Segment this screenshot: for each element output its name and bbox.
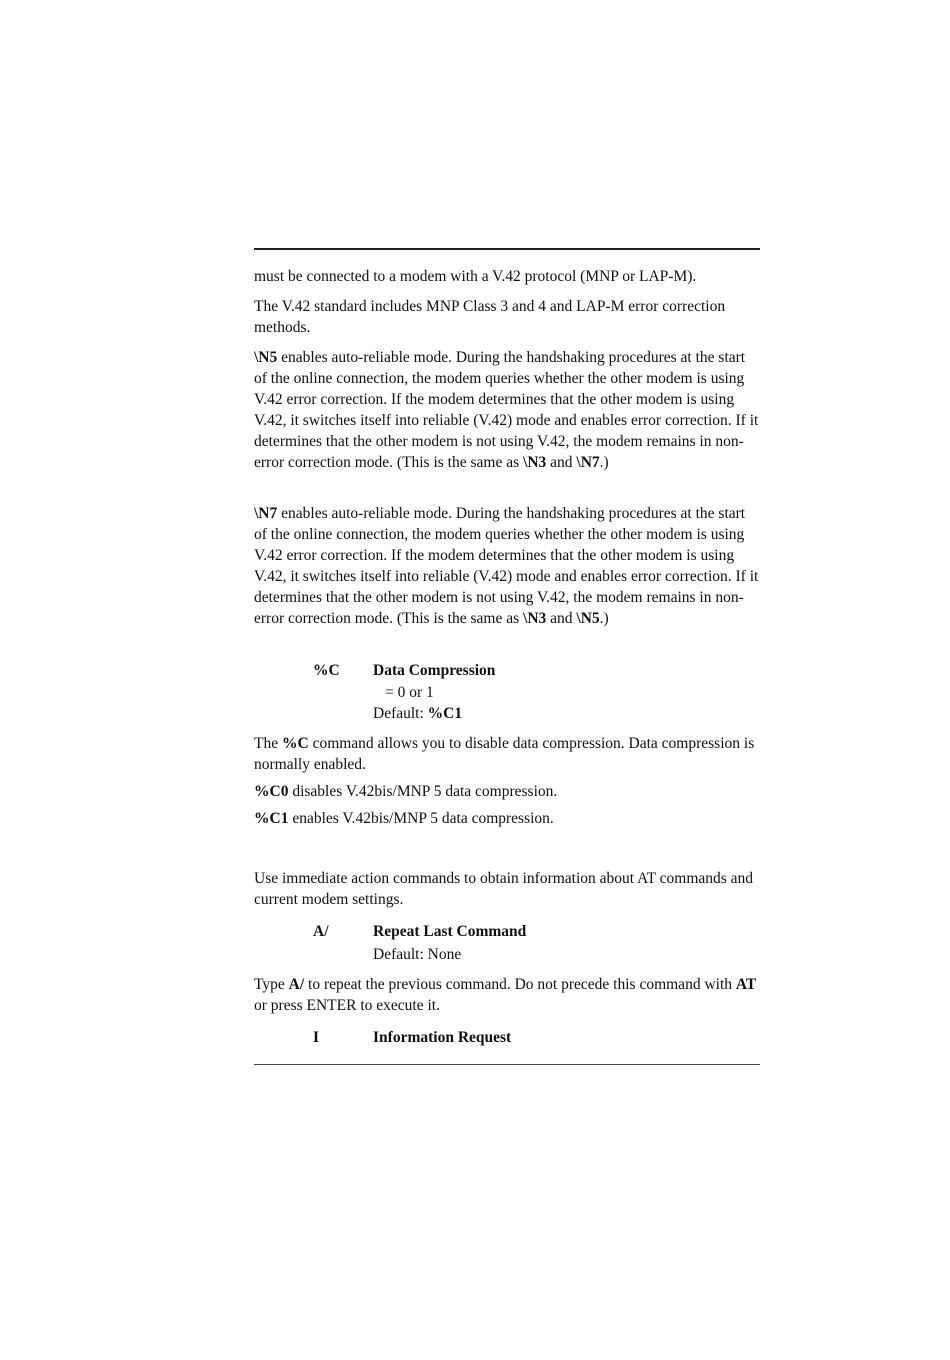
paragraph-n5: \N5 enables auto-reliable mode. During the handshaking procedures at the start of the online connection, the modem queries whether the other modem is using V.42 error correction. If the modem determines that the other modem is using V.42, it switches itself into reliable (V.42) mode and enables error correction. If it determines that the other modem is not using V.42, the modem remains in non-error correction mode. (This is the same as \N3 and \N7.) xyxy=(254,349,759,471)
command-info: I xyxy=(313,1029,320,1046)
command-repeat-default: Default: None xyxy=(373,946,462,963)
command-pc-range: = 0 or 1 xyxy=(385,684,434,701)
paragraph-pc-desc: The %C command allows you to disable data compression. Data compression is normally enabled. xyxy=(254,735,755,773)
command-pc: %C xyxy=(313,662,340,679)
paragraph-repeat-desc: Type A/ to repeat the previous command. Do not precede this command with AT or press ENTER to execute it. xyxy=(254,976,757,1014)
paragraph-v42-standard: The V.42 standard includes MNP Class 3 and 4 and LAP-M error correction methods. xyxy=(254,298,726,336)
command-n7: \N7 xyxy=(254,505,278,522)
command-pc-default: Default: %C1 xyxy=(373,705,463,722)
command-repeat-title: Repeat Last Command xyxy=(373,923,527,940)
command-pc-title: Data Compression xyxy=(373,662,496,679)
command-n5: \N5 xyxy=(254,349,278,366)
paragraph-pc1: %C1 enables V.42bis/MNP 5 data compression. xyxy=(254,810,554,827)
top-rule xyxy=(254,248,760,250)
bottom-rule xyxy=(254,1064,760,1065)
command-info-title: Information Request xyxy=(373,1029,512,1046)
paragraph-v42-protocol: must be connected to a modem with a V.42 protocol (MNP or LAP-M). xyxy=(254,268,697,285)
paragraph-pc0: %C0 disables V.42bis/MNP 5 data compression. xyxy=(254,783,558,800)
paragraph-immediate-intro: Use immediate action commands to obtain information about AT commands and current modem settings. xyxy=(254,870,754,908)
command-repeat: A/ xyxy=(313,923,329,940)
paragraph-n7: \N7 enables auto-reliable mode. During the handshaking procedures at the start of the online connection, the modem queries whether the other modem is using V.42 error correction. If the modem determines that the other modem is using V.42, it switches itself into reliable (V.42) mode and enables error correction. If it determines that the other modem is not using V.42, the modem remains in non-error correction mode. (This is the same as \N3 and \N5.) xyxy=(254,505,759,627)
